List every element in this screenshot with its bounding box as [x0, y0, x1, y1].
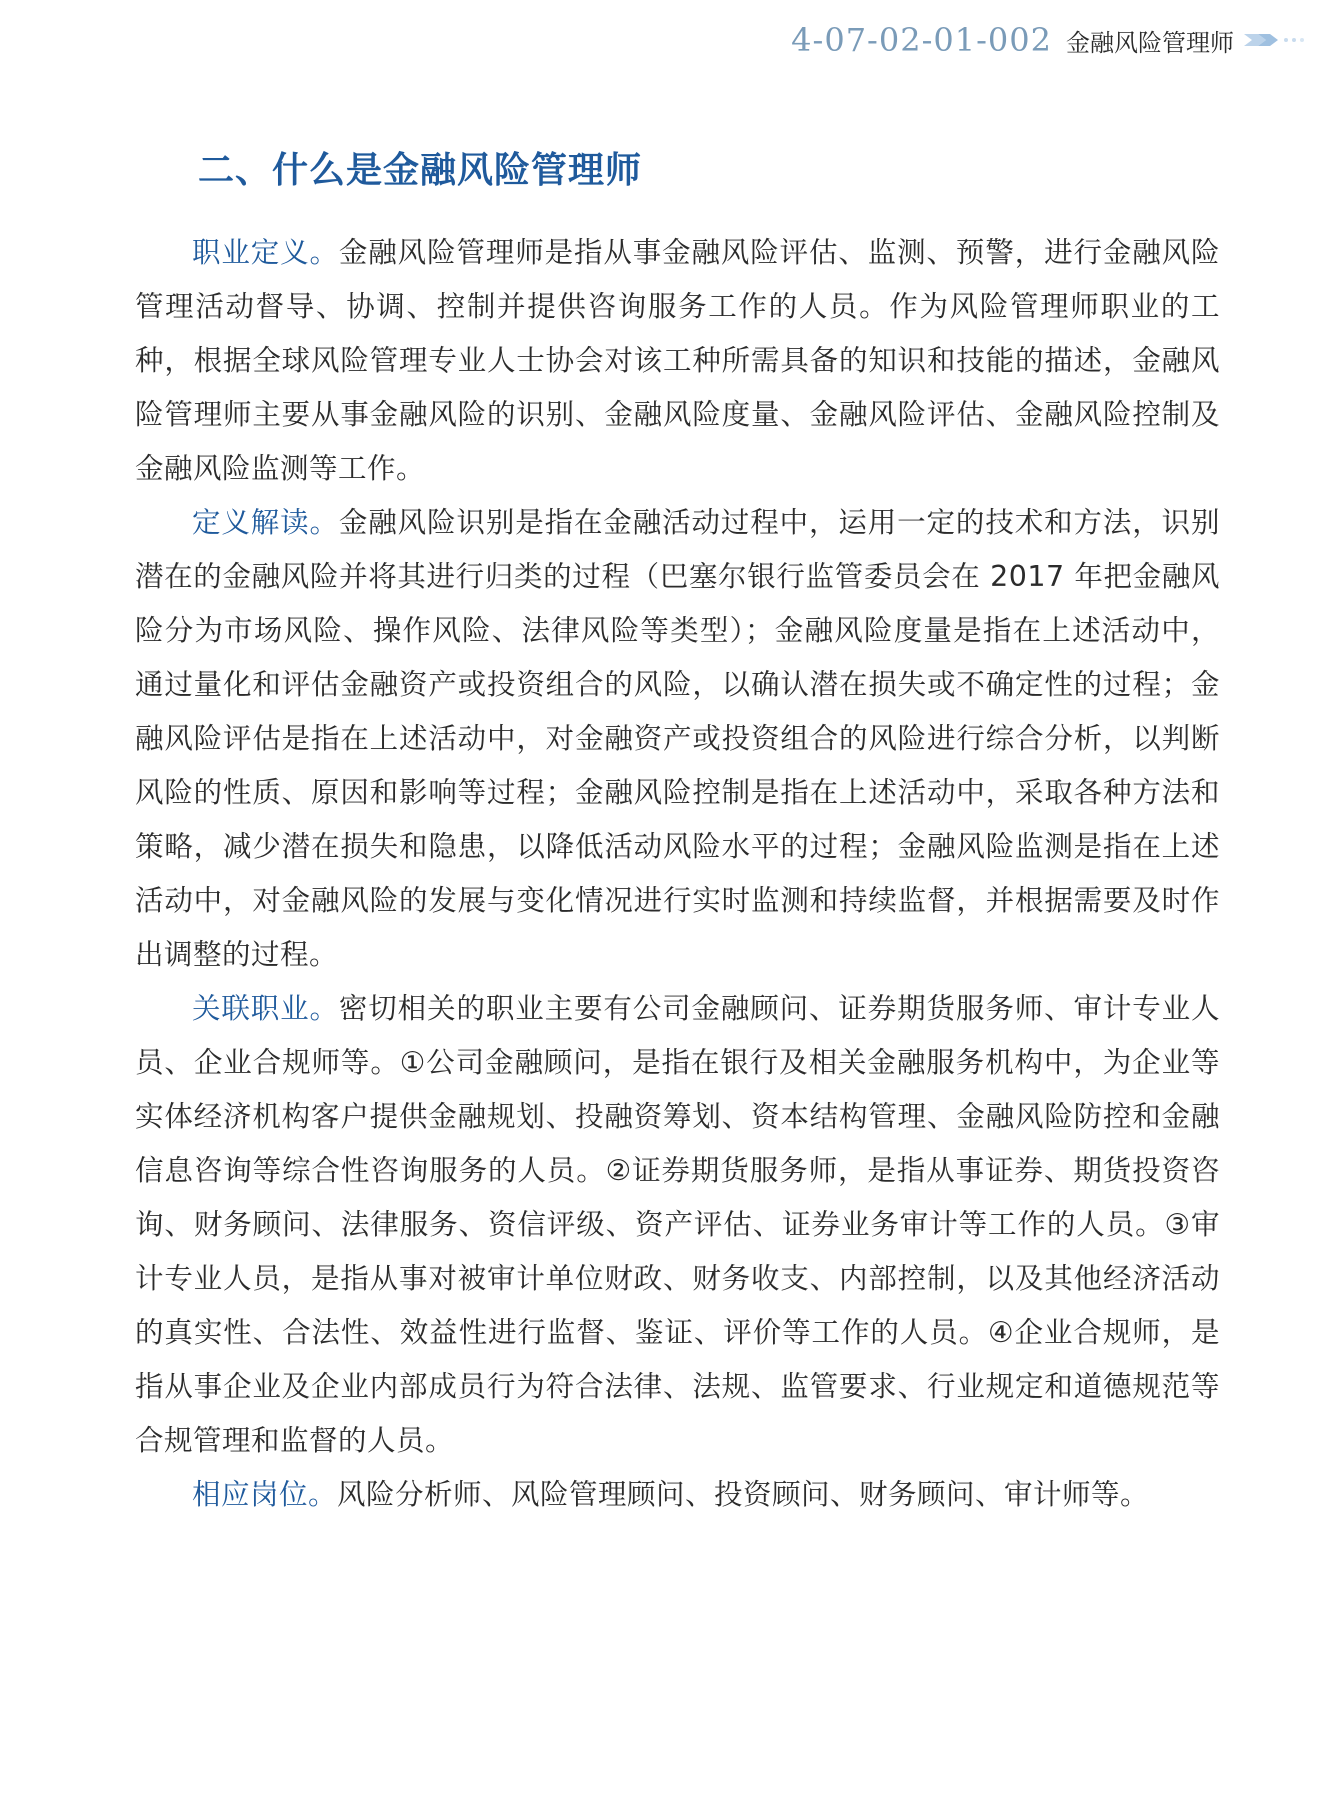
paragraph-definition-interpretation	[135, 496, 1220, 982]
paragraph-occupation-definition	[135, 226, 1220, 496]
paragraph-lead: 相应岗位。	[192, 1478, 338, 1511]
occupation-code: 4-07-02-01-002	[791, 21, 1052, 59]
paragraph-lead: 关联职业。	[192, 992, 339, 1025]
paragraph-related-occupations	[135, 982, 1220, 1468]
main-content	[135, 226, 1220, 1522]
paragraph-text: 密切相关的职业主要有公司金融顾问、证券期货服务师、审计专业人员、企业合规师等。①公司金融顾问，是指在银行及相关金融服务机构中，为企业等实体经济机构客户提供金融规划、投融资筹划、资本结构管理、金融风险防控和金融信息咨询等综合性咨询服务的人员。②证券期货服务师，是指从事证券、期货投资咨询、财务顾问、法律服务、资信评级、资产评估、证券业务审计等工作的人员。③审计专业人员，是指从事对被审计单位财政、财务收支、内部控制，以及其他经济活动的真实性、合法性、效益性进行监督、鉴证、评价等工作的人员。④企业合规师，是指从事企业及企业内部成员行为符合法律、法规、监管要求、行业规定和道德规范等合规管理和监督的人员。	[135, 992, 1220, 1457]
page-header	[791, 18, 1322, 62]
section-title: 二、什么是金融风险管理师	[198, 150, 643, 191]
paragraph-text: 金融风险管理师是指从事金融风险评估、监测、预警，进行金融风险管理活动督导、协调、控制并提供咨询服务工作的人员。作为风险管理师职业的工种，根据全球风险管理专业人士协会对该工种所需具备的知识和技能的描述，金融风险管理师主要从事金融风险的识别、金融风险度量、金融风险评估、金融风险控制及金融风险监测等工作。	[135, 236, 1220, 485]
paragraph-text: 风险分析师、风险管理顾问、投资顾问、财务顾问、审计师等。	[337, 1478, 1150, 1511]
paragraph-lead: 定义解读。	[192, 506, 339, 539]
paragraph-lead: 职业定义。	[192, 236, 339, 269]
paragraph-corresponding-positions	[135, 1468, 1220, 1522]
occupation-name: 金融风险管理师	[1066, 28, 1234, 57]
paragraph-text: 金融风险识别是指在金融活动过程中，运用一定的技术和方法，识别潜在的金融风险并将其进行归类的过程（巴塞尔银行监管委员会在 2017 年把金融风险分为市场风险、操作风险、法律风险等类型）；金融风险度量是指在上述活动中，通过量化和评估金融资产或投资组合的风险，以确认潜在损失或不确定性的过程；金融风险评估是指在上述活动中，对金融资产或投资组合的风险进行综合分析，以判断风险的性质、原因和影响等过程；金融风险控制是指在上述活动中，采取各种方法和策略，减少潜在损失和隐患，以降低活动风险水平的过程；金融风险监测是指在上述活动中，对金融风险的发展与变化情况进行实时监测和持续监督，并根据需要及时作出调整的过程。	[135, 506, 1220, 971]
double-chevron-right-icon	[1244, 28, 1308, 52]
